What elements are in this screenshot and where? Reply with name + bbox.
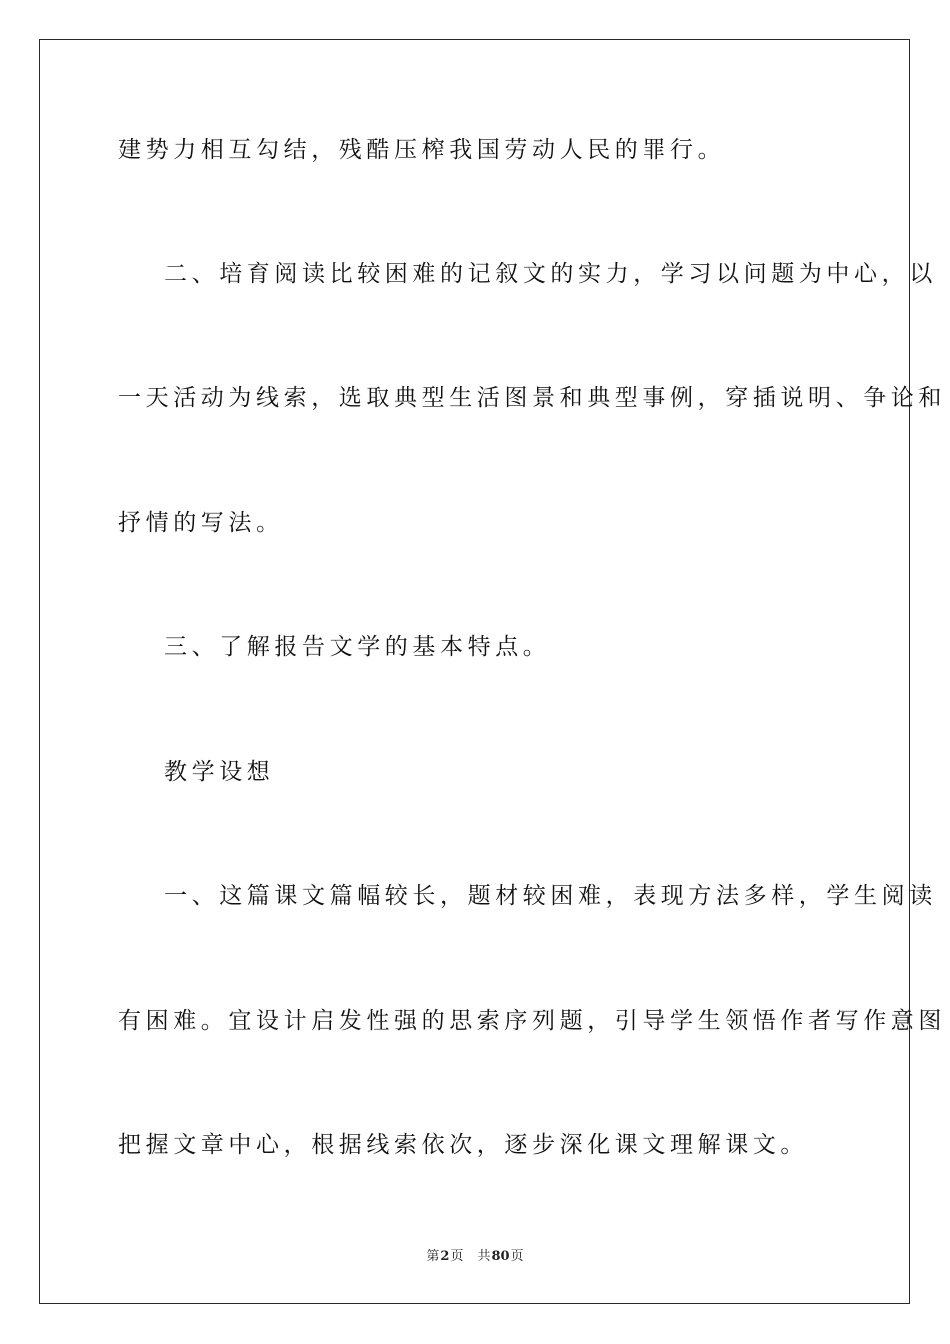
- body-line-6: 一、这篇课文篇幅较长，题材较困难，表现方法多样，学生阅读: [164, 883, 937, 909]
- page-border: [39, 39, 910, 1304]
- total-suffix: 页: [510, 1249, 524, 1264]
- page-suffix: 页: [450, 1249, 464, 1264]
- body-line-1: 建势力相互勾结，残酷压榨我国劳动人民的罪行。: [118, 137, 726, 163]
- page-footer: [0, 1245, 950, 1264]
- page-prefix: 第: [426, 1249, 440, 1264]
- body-line-4: 抒情的写法。: [118, 510, 284, 536]
- body-line-7: 有困难。宜设计启发性强的思索序列题，引导学生领悟作者写作意图: [118, 1008, 946, 1034]
- body-line-5: 三、了解报告文学的基本特点。: [164, 634, 551, 660]
- page-number: 2: [440, 1249, 450, 1264]
- body-line-8: 把握文章中心，根据线索依次，逐步深化课文理解课文。: [118, 1132, 808, 1158]
- total-pages: 80: [491, 1249, 510, 1264]
- section-heading: 教学设想: [164, 759, 275, 785]
- body-line-2: 二、培育阅读比较困难的记叙文的实力，学习以问题为中心，以: [164, 261, 937, 287]
- total-prefix: 共: [477, 1249, 491, 1264]
- body-line-3: 一天活动为线索，选取典型生活图景和典型事例，穿插说明、争论和: [118, 385, 946, 411]
